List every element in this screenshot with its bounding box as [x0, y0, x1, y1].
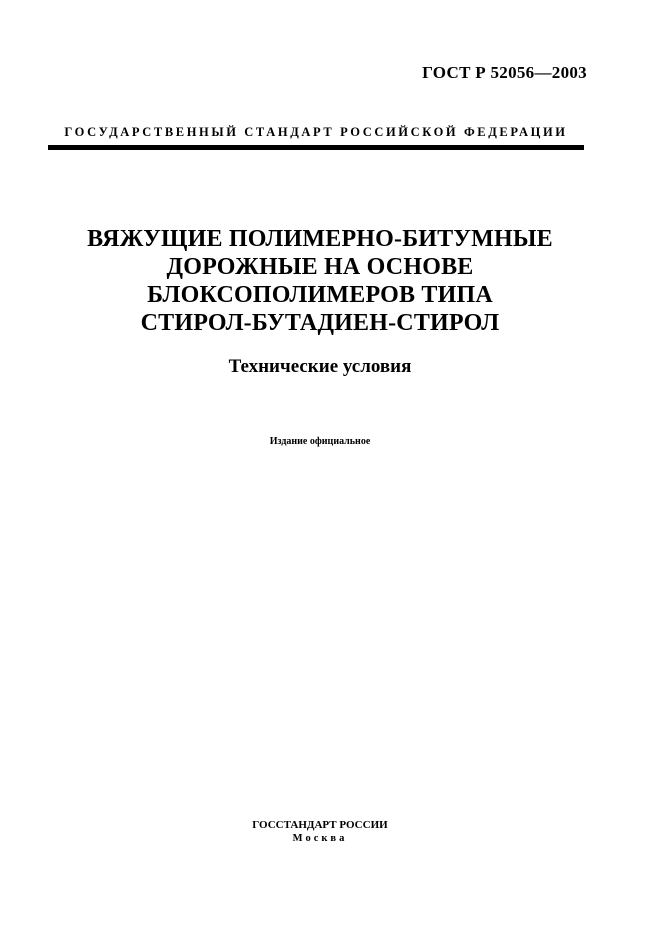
document-subtitle: Технические условия: [228, 356, 412, 377]
publisher-city: Москва: [292, 833, 348, 844]
title-line-4: СТИРОЛ-БУТАДИЕН-СТИРОЛ: [140, 310, 500, 336]
title-line-2: ДОРОЖНЫЕ НА ОСНОВЕ: [166, 254, 474, 280]
publisher-block: [40, 818, 600, 846]
title-line-3: БЛОКСОПОЛИМЕРОВ ТИПА: [147, 282, 493, 308]
publisher-name: ГОССТАНДАРТ РОССИИ: [252, 819, 388, 831]
document-title: [40, 225, 600, 337]
title-line-1: ВЯЖУЩИЕ ПОЛИМЕРНО-БИТУМНЫЕ: [87, 226, 553, 252]
header-divider: [48, 145, 584, 150]
document-number: ГОСТ Р 52056—2003: [422, 63, 587, 82]
edition-note: Издание официальное: [269, 436, 371, 447]
state-standard-heading: ГОСУДАРСТВЕННЫЙ СТАНДАРТ РОССИЙСКОЙ ФЕДЕРАЦИИ: [64, 125, 568, 139]
